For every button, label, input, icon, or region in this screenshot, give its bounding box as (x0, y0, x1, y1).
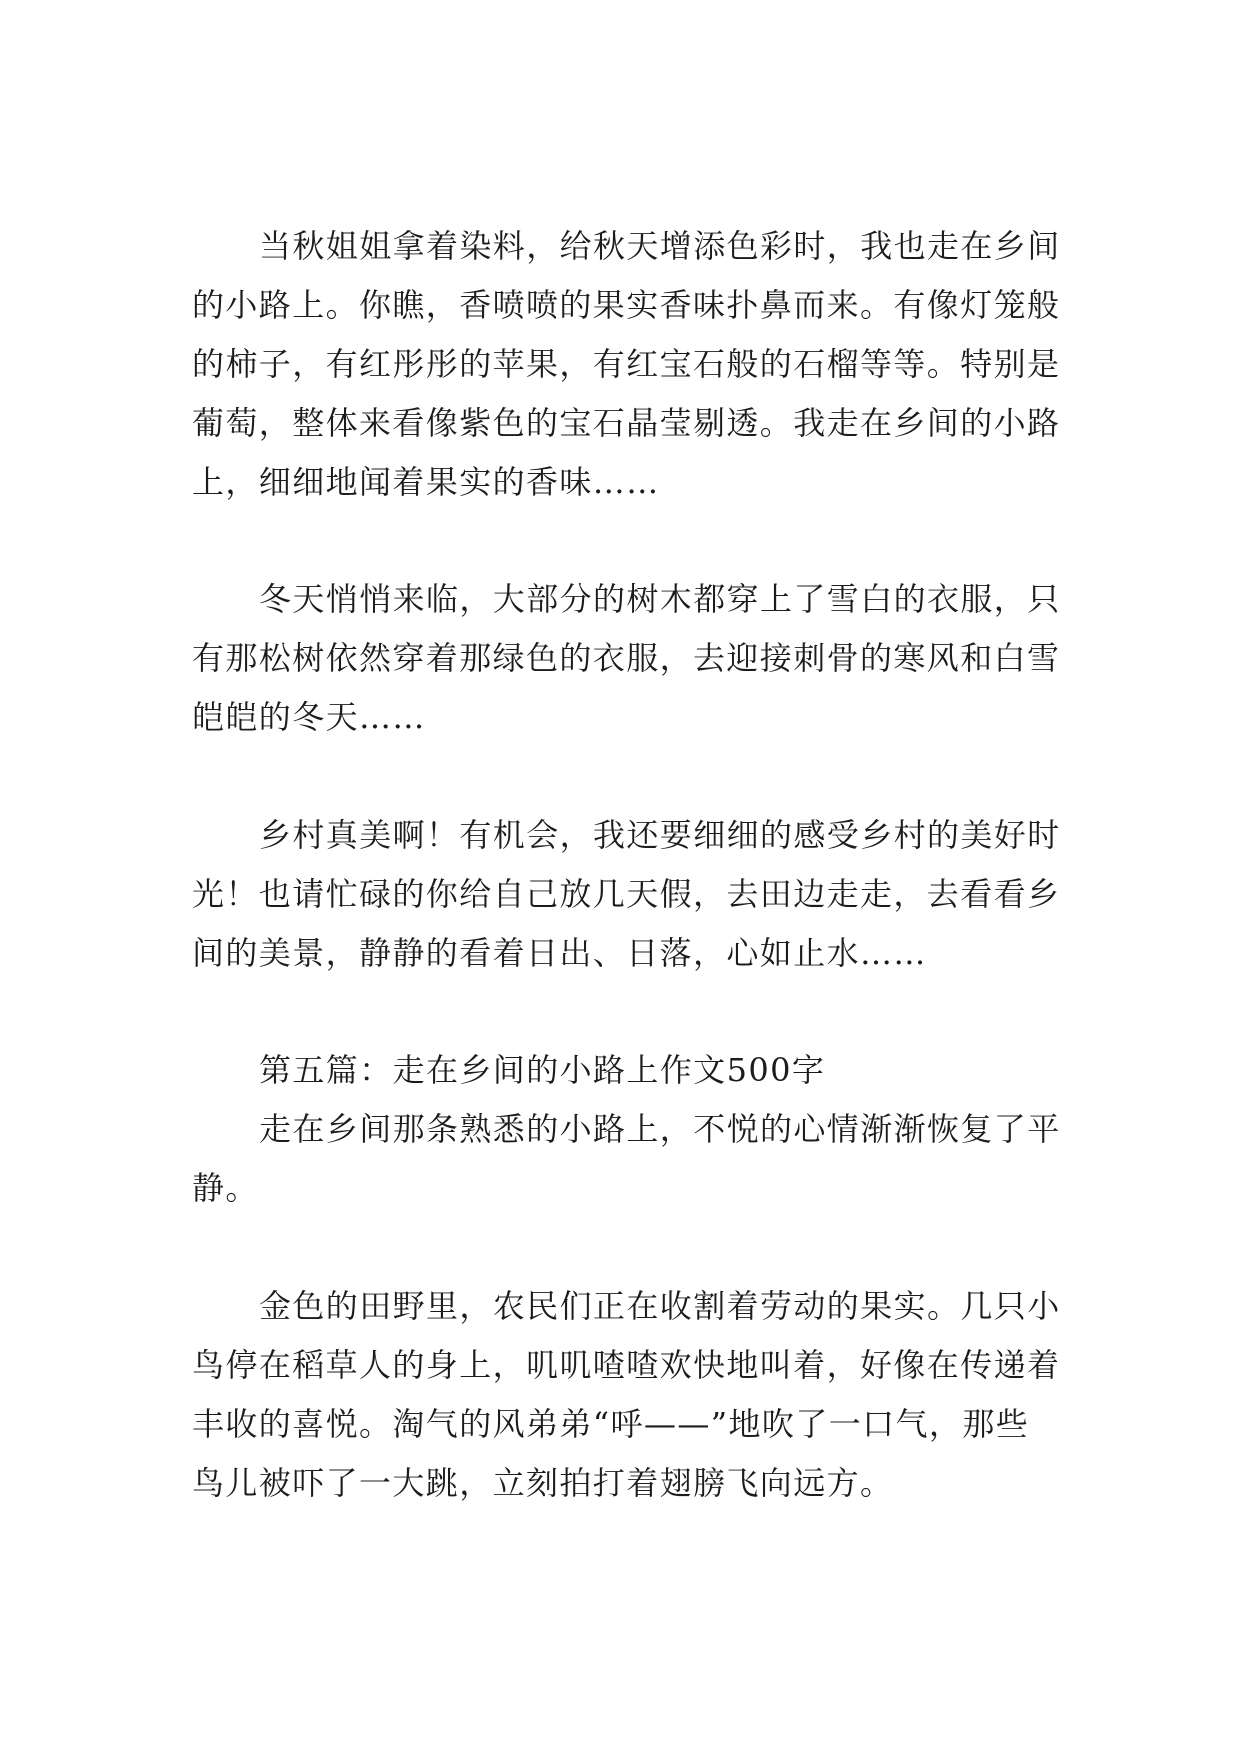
paragraph-fields (192, 1277, 1064, 1513)
paragraph-autumn (192, 217, 1064, 511)
paragraph-conclusion (192, 806, 1064, 983)
document-body (192, 217, 1064, 1513)
text-line: 的小路上。你瞧，香喷喷的果实香味扑鼻而来。有像灯笼般 (192, 285, 1061, 324)
text-line: 间的美景，静静的看着日出、日落，心如止水…… (192, 933, 927, 972)
text-line: 冬天悄悄来临，大部分的树木都穿上了雪白的衣服，只 (259, 580, 1061, 619)
text-line: 丰收的喜悦。淘气的风弟弟“呼——”地吹了一口气，那些 (192, 1404, 1030, 1443)
text-line: 金色的田野里，农民们正在收割着劳动的果实。几只小 (259, 1287, 1061, 1326)
text-line: 的柿子，有红彤彤的苹果，有红宝石般的石榴等等。特别是 (192, 344, 1061, 383)
text-line: 当秋姐姐拿着染料，给秋天增添色彩时，我也走在乡间 (259, 227, 1061, 265)
text-line: 葡萄，整体来看像紫色的宝石晶莹剔透。我走在乡间的小路 (192, 403, 1061, 442)
text-line: 鸟儿被吓了一大跳，立刻拍打着翅膀飞向远方。 (192, 1463, 894, 1502)
text-line: 乡村真美啊！有机会，我还要细细的感受乡村的美好时 (259, 815, 1061, 854)
paragraph-spacer (192, 1218, 1064, 1277)
text-line: 皑皑的冬天…… (192, 698, 426, 737)
paragraph-spacer (192, 983, 1064, 1042)
section-heading: 第五篇：走在乡间的小路上作文500字 (259, 1051, 826, 1090)
paragraph-intro (192, 1100, 1064, 1218)
text-line: 上，细细地闻着果实的香味…… (192, 462, 660, 501)
text-line: 光！也请忙碌的你给自己放几天假，去田边走走，去看看乡 (192, 874, 1061, 913)
paragraph-winter (192, 570, 1064, 747)
paragraph-spacer (192, 747, 1064, 806)
paragraph-spacer (192, 511, 1064, 570)
text-line: 有那松树依然穿着那绿色的衣服，去迎接刺骨的寒风和白雪 (192, 639, 1061, 678)
text-line: 静。 (192, 1169, 259, 1208)
text-line: 走在乡间那条熟悉的小路上，不悦的心情渐渐恢复了平 (259, 1110, 1061, 1149)
text-line: 鸟停在稻草人的身上，叽叽喳喳欢快地叫着，好像在传递着 (192, 1345, 1061, 1384)
